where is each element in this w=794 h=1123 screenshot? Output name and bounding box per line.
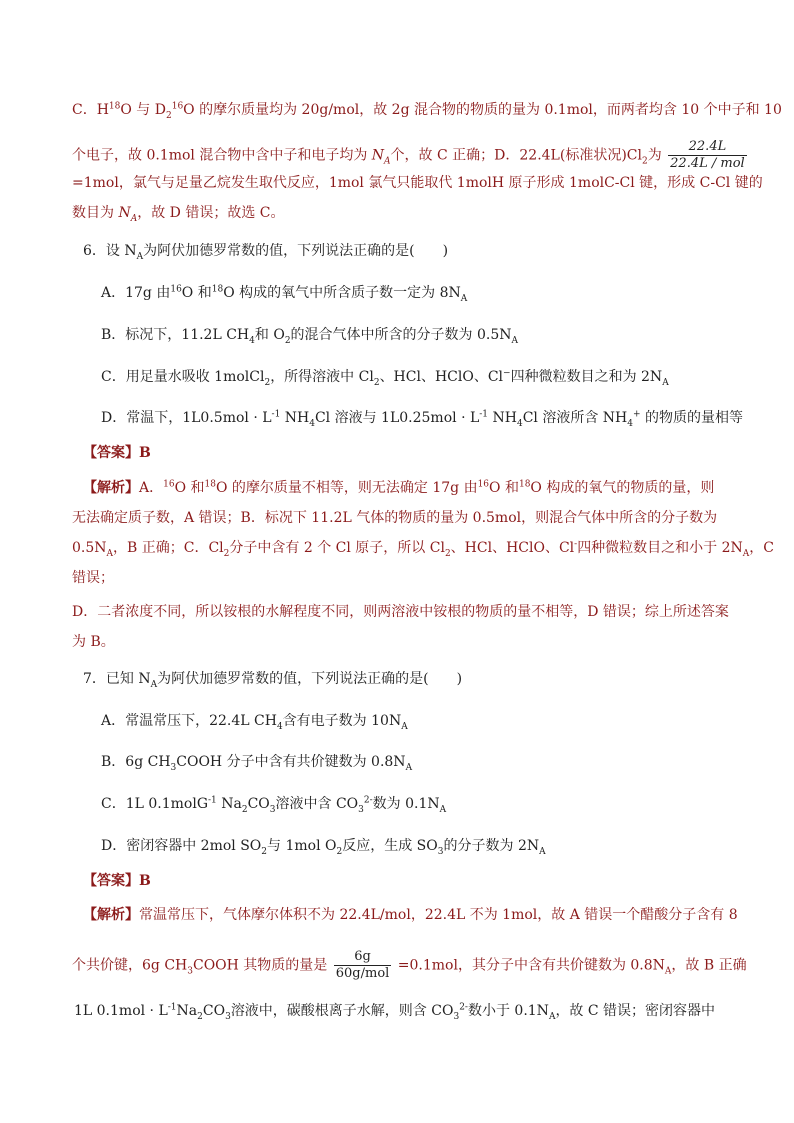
q7-answer: 【答案】B [83, 873, 151, 889]
q5-fraction: $\frac{22.4L}{\text{22.4L / mol}}$ [670, 139, 745, 171]
q7-option-a: A．常温常压下，22.4L $CH_4$含有电子数为 $10N_A$ [101, 713, 408, 732]
q6-option-b: B．标况下，11.2L $CH_4$和 $O_2$的混合气体中所含的分子数为 $0.5N_A$ [101, 327, 519, 346]
q7-explanation-line-2: 个共价键，6g $CH_3COOH$ 其物质的量是 $\frac{6g}{\text{60g/mol}}$ =0.1mol，其分子中含有共价键数为 $0.8N_A$，故 B 正确 [72, 949, 747, 981]
q5-explanation-line-4: 数目为 $N_A$，故 D 错误；故选 C。 [72, 205, 285, 224]
q6-explanation-line-3: $0.5N_A$，B 正确；C．$Cl_2$分子中含有 2 个 Cl 原子，所以 $Cl_2$、HCl、HClO、Cl-四种微粒数目之和小于 $2N_A$，C [72, 539, 775, 559]
q7-fraction: $\frac{6g}{\text{60g/mol}}$ [335, 949, 390, 981]
q7-explanation-line-3: 1L $0.1mol \cdot L^{-1}Na_2CO_3$溶液中，碳酸根离子水解，则含 $CO_3^{2-}$数小于 $0.1N_A$，故 C 错误；密闭容器中 [74, 1002, 716, 1022]
q7-option-d: D．密闭容器中 2mol $SO_2$与 1mol $O_2$反应，生成 $SO_3$的分子数为 $2N_A$ [101, 838, 546, 857]
q5-explanation-line-1: C．$H^{18}O$ 与 $D_2^{16}O$ 的摩尔质量均为 20g/mol，故 2g 混合物的物质的量为 0.1mol，而两者均含 10 个中子和 10 [72, 101, 782, 121]
q7-option-b: B．6g $CH_3COOH$ 分子中含有共价键数为 $0.8N_A$ [101, 754, 413, 773]
q6-option-c: C．用足量水吸收 1molCl$_2$，所得溶液中 $Cl_2$、HCl、HClO、Cl−四种微粒数目之和为 $2N_A$ [101, 368, 669, 388]
q7-option-c: C．1L 0.1molG$^{-1}$ $Na_2CO_3$溶液中含 $CO_3^{2-}$数为 $0.1N_A$ [101, 795, 447, 815]
q7-stem: 7．已知 $N_A$为阿伏加德罗常数的值，下列说法正确的是( ) [83, 671, 463, 690]
q6-option-d: D．常温下，$1L0.5mol \cdot L^{-1}$ $NH_4Cl$ 溶液与 $1L0.25mol \cdot L^{-1}$ $NH_4Cl$ 溶液所含 $NH_4^+$ 的物质的量相等 [101, 409, 743, 429]
q5-explanation-line-2: 个电子，故 0.1mol 混合物中含中子和电子均为 $N_A$个，故 C 正确；D．22.4L(标准状况)$Cl_2$为 $\frac{22.4L}{\text{22.4L / mol}}$ [72, 139, 745, 171]
q7-explanation-line-1: 【解析】常温常压下，气体摩尔体积不为 22.4L/mol，22.4L 不为 1mol，故 A 错误一个醋酸分子含有 8 [83, 907, 738, 923]
q6-option-a: A．17g 由$^{16}$O 和$^{18}$O 构成的氧气中所含质子数一定为 $8N_A$ [101, 284, 468, 304]
q6-explanation-line-1: 【解析】A．$^{16}$O 和$^{18}$O 的摩尔质量不相等，则无法确定 17g 由$^{16}$O 和$^{18}$O 构成的氧气的物质的量，则 [83, 479, 715, 496]
q6-explanation-line-6: 为 B。 [72, 634, 115, 650]
q6-explanation-line-5: D．二者浓度不同，所以铵根的水解程度不同，则两溶液中铵根的物质的量不相等，D 错误；综上所述答案 [72, 604, 729, 620]
q6-explanation-line-4: 错误； [72, 570, 114, 586]
q6-explanation-line-2: 无法确定质子数，A 错误；B．标况下 11.2L 气体的物质的量为 0.5mol，则混合气体中所含的分子数为 [72, 510, 718, 526]
q5-explanation-line-3: =1mol，氯气与足量乙烷发生取代反应，1mol 氯气只能取代 1molH 原子形成 1molC-Cl 键，形成 C-Cl 键的 [72, 175, 763, 191]
q6-answer: 【答案】B [83, 445, 151, 461]
q6-stem: 6．设 $N_A$为阿伏加德罗常数的值，下列说法正确的是( ) [83, 243, 449, 262]
